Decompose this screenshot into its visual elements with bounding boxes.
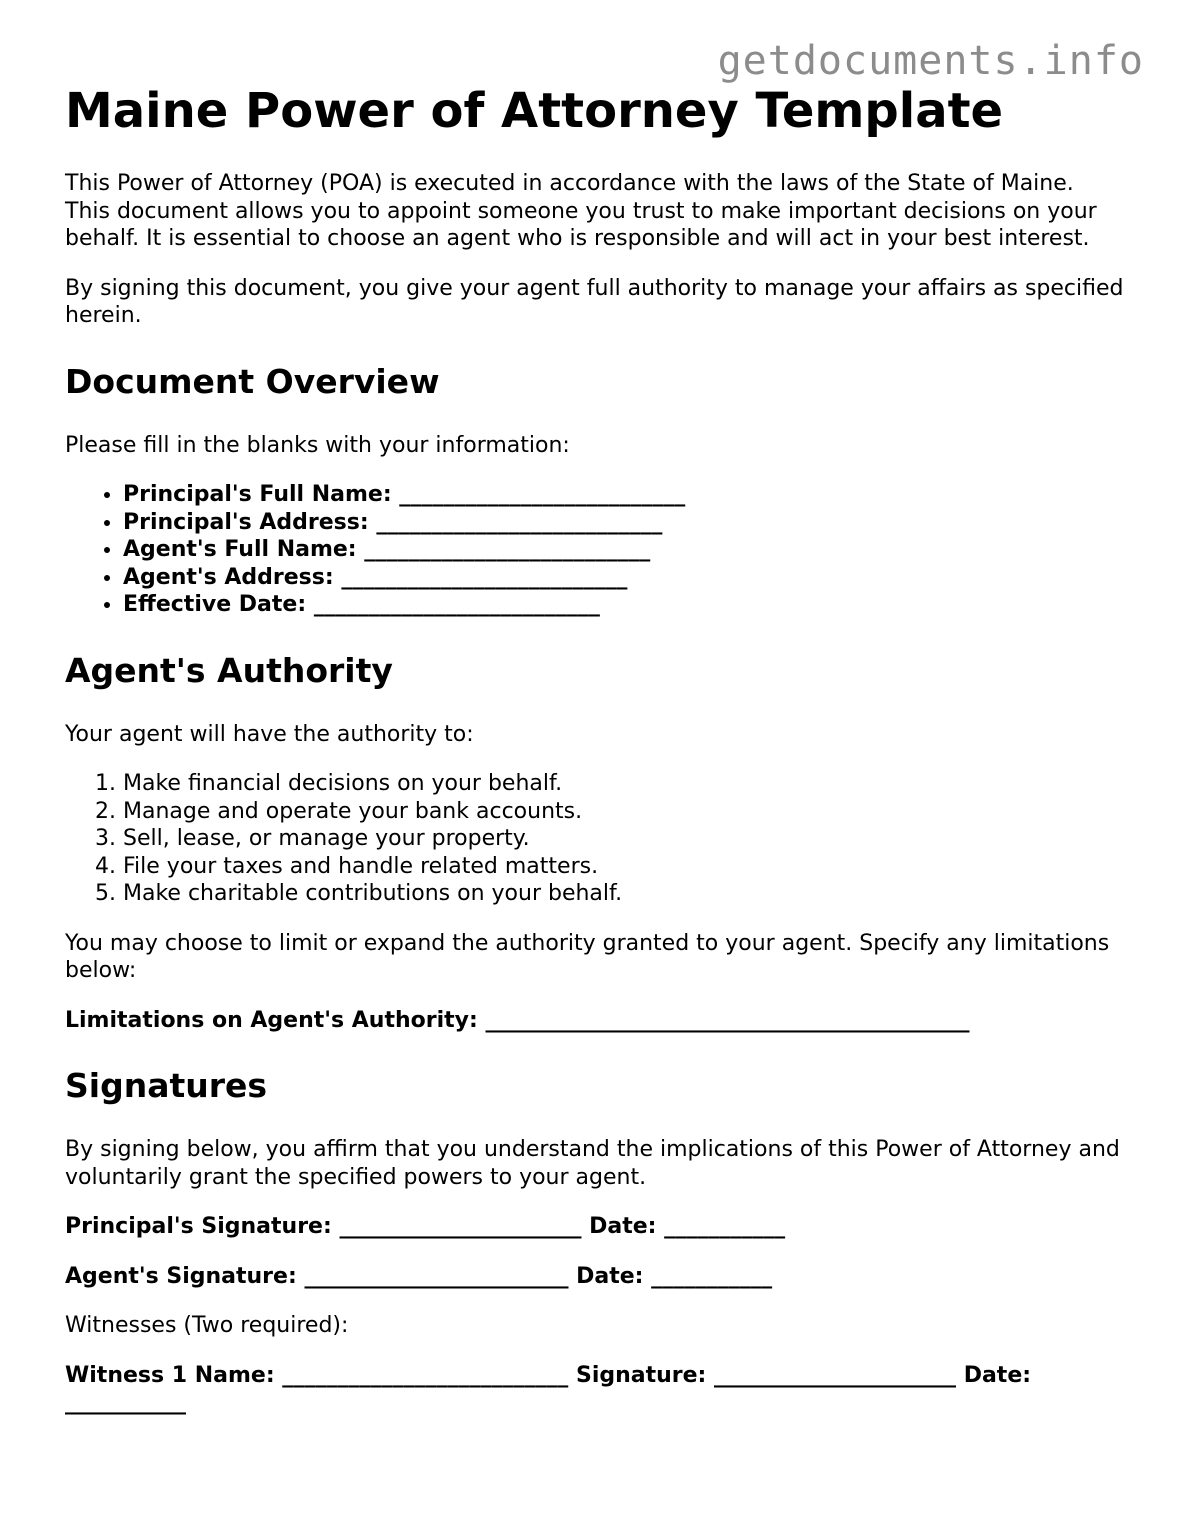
authority-intro: Your agent will have the authority to: [65,721,474,747]
limitations-label: Limitations on Agent's Authority: [65,1007,478,1033]
field-agent-address [123,564,1125,592]
authority-list [65,770,1125,908]
agent-signature-line [65,1263,1125,1291]
date-label: Date: [589,1214,657,1239]
authority-item: 2. Manage and operate your bank accounts. [123,798,1125,826]
principal-signature-blank[interactable]: ______________________ [339,1214,582,1239]
fill-blank[interactable]: __________________________ [364,537,651,562]
principal-date-blank[interactable]: ___________ [664,1214,786,1239]
section-heading-overview: Document Overview [65,361,440,401]
signature-label: Signature: [575,1362,707,1388]
field-label: Effective Date: [123,592,307,617]
fill-blank[interactable]: __________________________ [376,509,663,535]
section-heading-authority: Agent's Authority [65,650,393,690]
witness-1-name-blank[interactable]: __________________________ [282,1362,569,1388]
limitations-instruction: You may choose to limit or expand the authority granted to your agent. Specify any limitations below: [65,930,1110,983]
authority-item: 3. Sell, lease, or manage your property. [123,825,1125,853]
watermark: getdocuments.info [717,38,1144,84]
agent-date-blank[interactable]: ___________ [651,1263,773,1289]
field-label: Principal's Full Name: [123,482,392,507]
intro-paragraph-2: By signing this document, you give your agent full authority to manage your affairs as specified herein. [65,275,1124,328]
field-label: Principal's Address: [123,509,369,535]
date-label: Date: [576,1263,644,1289]
signatures-affirmation: By signing below, you affirm that you understand the implications of this Power of Attorney and voluntarily grant the specified powers to your agent. [65,1137,1120,1190]
page-title: Maine Power of Attorney Template [65,83,1004,139]
document-body [65,80,1125,1417]
field-effective-date [123,591,1125,619]
section-heading-signatures: Signatures [65,1066,268,1105]
principal-signature-line [65,1213,1125,1241]
field-principal-address [123,509,1125,537]
overview-instruction: Please fill in the blanks with your information: [65,432,570,458]
witnesses-heading: Witnesses (Two required): [65,1313,349,1338]
intro-paragraph-1: This Power of Attorney (POA) is executed in accordance with the laws of the State of Maine. This document allows you to appoint someone you trust to make important decisions on your behalf. It is essential to choose an agent who is responsible and will act in your best interest. [65,171,1097,251]
authority-item: 1. Make financial decisions on your behalf. [123,770,1125,798]
witness-1-name-label: Witness 1 Name: [65,1362,275,1388]
witness-1-date-blank[interactable]: ___________ [65,1390,186,1415]
agent-signature-label: Agent's Signature: [65,1263,297,1289]
field-label: Agent's Full Name: [123,537,357,562]
authority-item: 4. File your taxes and handle related matters. [123,853,1125,881]
witness-1-signature-blank[interactable]: ______________________ [714,1362,957,1388]
date-label: Date: [963,1362,1032,1388]
principal-signature-label: Principal's Signature: [65,1214,332,1239]
authority-item: 5. Make charitable contributions on your behalf. [123,880,1125,908]
field-agent-name [123,536,1125,564]
fill-blank[interactable]: __________________________ [399,482,686,507]
field-principal-name [123,481,1125,509]
field-label: Agent's Address: [123,564,334,590]
fill-blank[interactable]: __________________________ [313,592,600,617]
limitations-blank[interactable]: ____________________________________________ [485,1007,970,1033]
info-field-list [65,481,1125,619]
limitations-field [65,1007,1125,1035]
fill-blank[interactable]: __________________________ [341,564,628,590]
agent-signature-blank[interactable]: ________________________ [304,1263,569,1289]
witness-1-line [65,1362,1125,1417]
